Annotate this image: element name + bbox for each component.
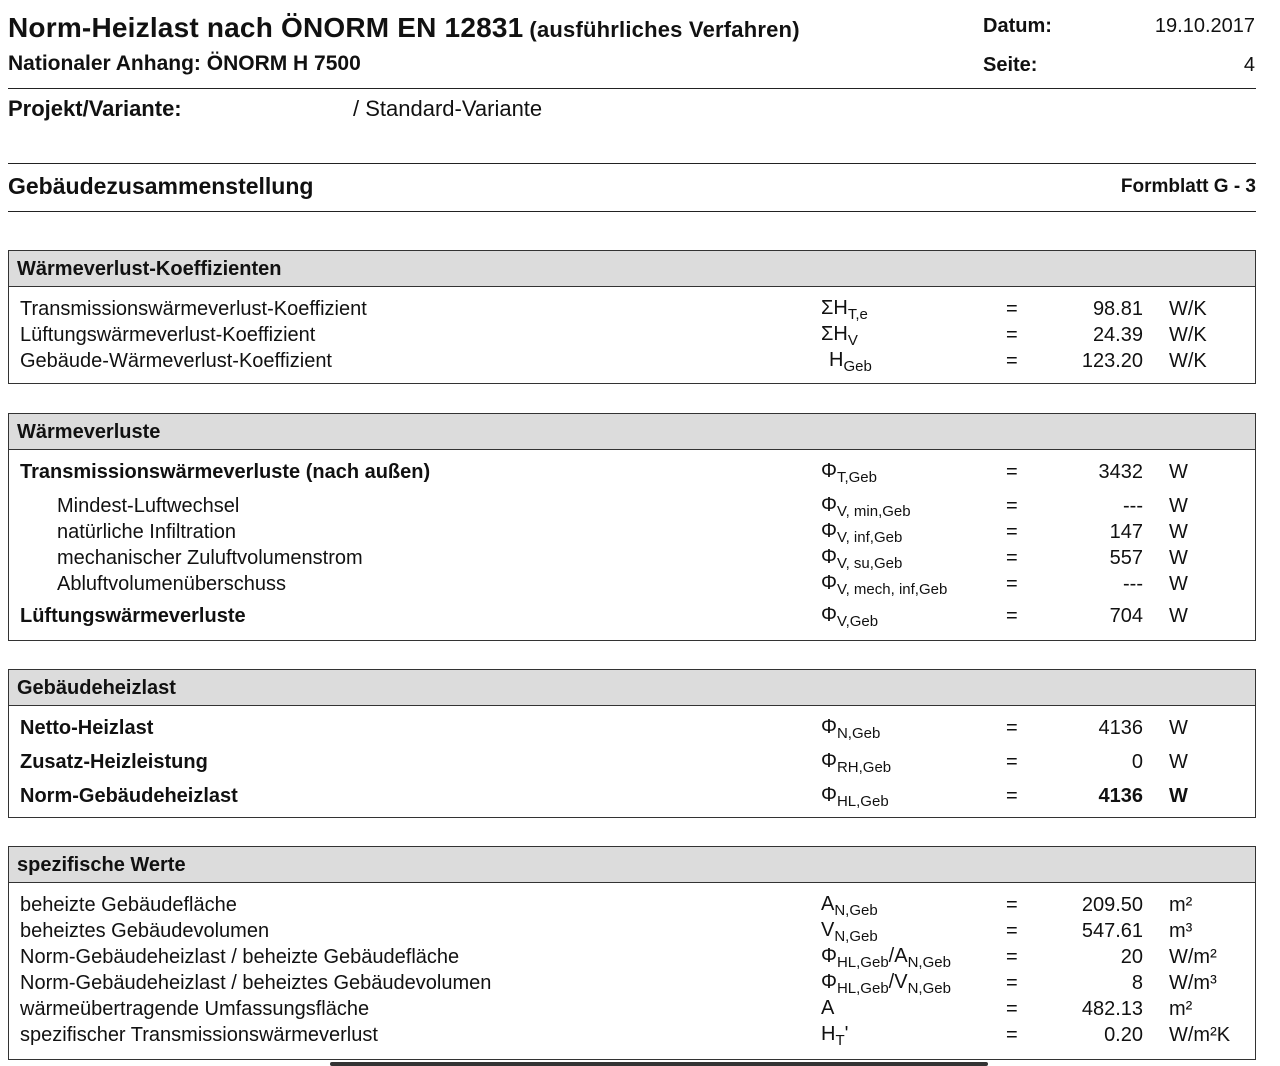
row-description: Transmissionswärmeverluste (nach außen)	[20, 461, 431, 483]
heatload-header: Gebäudeheizlast	[9, 670, 1255, 706]
row-value: 209.50	[1081, 894, 1143, 916]
row-unit: W/m²	[1169, 946, 1217, 968]
equals-sign: =	[1006, 785, 1018, 807]
equals-sign: =	[1006, 324, 1018, 346]
equals-sign: =	[1006, 920, 1018, 942]
equals-sign: =	[1006, 461, 1018, 483]
losses-box	[8, 413, 1256, 641]
table-row	[9, 602, 1255, 628]
form-id: Formblatt G - 3	[1120, 176, 1256, 197]
row-value: 3432	[1098, 461, 1143, 483]
row-value: 20	[1120, 946, 1143, 968]
title-suffix: (ausführliches Verfahren)	[529, 17, 800, 42]
row-description: Abluftvolumenüberschuss	[57, 573, 287, 595]
header-divider	[8, 88, 1256, 89]
row-value: 0.20	[1104, 1024, 1143, 1046]
table-row	[9, 943, 1255, 969]
equals-sign: =	[1006, 946, 1018, 968]
row-value: 147	[1109, 521, 1143, 543]
row-unit: W	[1169, 521, 1188, 543]
row-symbol: $\Phi_{HL,Geb}/A_{N,Geb}$	[821, 945, 951, 971]
equals-sign: =	[1006, 521, 1018, 543]
row-symbol: $\Phi_{N,Geb}$	[821, 716, 881, 742]
row-symbol: $\Phi_{HL,Geb}$	[821, 784, 889, 810]
equals-sign: =	[1006, 751, 1018, 773]
equals-sign: =	[1006, 717, 1018, 739]
row-symbol: $\Sigma H_V$	[821, 323, 858, 349]
row-symbol: $\Phi_{RH,Geb}$	[821, 750, 892, 776]
row-description: Zusatz-Heizleistung	[20, 751, 208, 773]
row-unit: W	[1169, 461, 1188, 483]
row-symbol: $\Phi_{V, min,Geb}$	[821, 494, 911, 520]
row-unit: W	[1169, 717, 1188, 739]
row-description: spezifischer Transmissionswärmeverlust	[20, 1024, 378, 1046]
row-description: Gebäude-Wärmeverlust-Koeffizient	[20, 350, 332, 372]
table-row	[9, 321, 1255, 347]
coefficients-box	[8, 250, 1256, 384]
row-unit: W/K	[1169, 350, 1207, 372]
row-description: Norm-Gebäudeheizlast	[20, 785, 238, 807]
row-symbol: $\Sigma H_{T,e}$	[821, 297, 868, 323]
row-unit: W	[1169, 605, 1188, 627]
row-description: wärmeübertragende Umfassungsfläche	[20, 998, 370, 1020]
equals-sign: =	[1006, 998, 1018, 1020]
row-unit: m²	[1169, 894, 1193, 916]
row-symbol: $\Phi_{V, mech, inf,Geb}$	[821, 572, 948, 598]
row-value: 547.61	[1081, 920, 1143, 942]
equals-sign: =	[1006, 894, 1018, 916]
title-text: Norm-Heizlast nach ÖNORM EN 12831	[8, 12, 524, 43]
losses-header: Wärmeverluste	[9, 414, 1255, 450]
row-description: mechanischer Zuluftvolumenstrom	[57, 547, 363, 569]
equals-sign: =	[1006, 350, 1018, 372]
row-symbol: A	[821, 997, 835, 1019]
row-description: beheiztes Gebäudevolumen	[20, 920, 270, 942]
row-description: Netto-Heizlast	[20, 717, 154, 739]
specific-values-box	[8, 846, 1256, 1060]
page-value: 4	[1243, 54, 1255, 76]
project-line	[8, 96, 542, 122]
date-label: Datum:	[983, 15, 1052, 37]
table-row	[9, 492, 1255, 518]
specific-values-header: spezifische Werte	[9, 847, 1255, 883]
row-description: Lüftungswärmeverluste	[20, 605, 246, 627]
row-description: Lüftungswärmeverlust-Koeffizient	[20, 324, 316, 346]
row-description: Mindest-Luftwechsel	[57, 495, 240, 517]
section-title: Gebäudezusammenstellung	[8, 173, 314, 199]
row-unit: W	[1169, 547, 1188, 569]
row-value: 4136	[1098, 717, 1143, 739]
row-symbol: $H_T'$	[821, 1023, 849, 1049]
row-symbol: $A_{N,Geb}$	[821, 893, 878, 919]
row-symbol: $\Phi_{V, su,Geb}$	[821, 546, 903, 572]
heatload-box	[8, 669, 1256, 818]
row-value: 24.39	[1092, 324, 1143, 346]
equals-sign: =	[1006, 1024, 1018, 1046]
row-value: 123.20	[1081, 350, 1143, 372]
project-label: Projekt/Variante:	[8, 96, 182, 121]
equals-sign: =	[1006, 495, 1018, 517]
equals-sign: =	[1006, 298, 1018, 320]
equals-sign: =	[1006, 547, 1018, 569]
table-row	[9, 969, 1255, 995]
table-row	[9, 544, 1255, 570]
row-description: Transmissionswärmeverlust-Koeffizient	[20, 298, 367, 320]
row-symbol: $V_{N,Geb}$	[821, 919, 878, 945]
table-row	[9, 458, 1255, 492]
table-row	[9, 570, 1255, 602]
row-unit: W/K	[1169, 324, 1207, 346]
row-unit: W/m²K	[1169, 1024, 1231, 1046]
row-unit: m²	[1169, 998, 1193, 1020]
row-description: beheizte Gebäudefläche	[20, 894, 237, 916]
row-symbol: $\Phi_{V,Geb}$	[821, 604, 879, 630]
section-divider-top	[8, 163, 1256, 164]
row-description: Norm-Gebäudeheizlast / beheiztes Gebäudevolumen	[20, 972, 492, 994]
table-row	[9, 782, 1255, 808]
row-unit: W	[1169, 785, 1188, 807]
row-unit: W/K	[1169, 298, 1207, 320]
row-symbol: $\Phi_{V, inf,Geb}$	[821, 520, 903, 546]
table-row	[9, 347, 1255, 373]
row-unit: W	[1169, 573, 1188, 595]
equals-sign: =	[1006, 972, 1018, 994]
row-value: 704	[1109, 605, 1143, 627]
row-value: 482.13	[1081, 998, 1143, 1020]
table-row	[9, 995, 1255, 1021]
row-value: ---	[1123, 495, 1143, 517]
row-value: 0	[1131, 751, 1143, 773]
row-symbol: $\Phi_{T,Geb}$	[821, 460, 877, 486]
section-divider-bottom	[8, 211, 1256, 212]
national-annex: Nationaler Anhang: ÖNORM H 7500	[8, 52, 361, 75]
row-symbol: $H_{Geb}$	[829, 349, 872, 375]
table-row	[9, 295, 1255, 321]
row-description: Norm-Gebäudeheizlast / beheizte Gebäudefläche	[20, 946, 460, 968]
row-description: natürliche Infiltration	[57, 521, 236, 543]
project-value: / Standard-Variante	[353, 96, 543, 121]
row-value: 4136	[1098, 785, 1143, 807]
row-value: 98.81	[1092, 298, 1143, 320]
document-title	[8, 12, 800, 44]
row-unit: m³	[1169, 920, 1193, 942]
row-value: ---	[1123, 573, 1143, 595]
row-symbol: $\Phi_{HL,Geb}/V_{N,Geb}$	[821, 971, 951, 997]
table-row	[9, 891, 1255, 917]
coefficients-header: Wärmeverlust-Koeffizienten	[9, 251, 1255, 287]
row-value: 557	[1109, 547, 1143, 569]
row-value: 8	[1131, 972, 1143, 994]
date-value: 19.10.2017	[1154, 15, 1255, 37]
equals-sign: =	[1006, 573, 1018, 595]
table-row	[9, 748, 1255, 782]
table-row	[9, 518, 1255, 544]
table-row	[9, 917, 1255, 943]
equals-sign: =	[1006, 605, 1018, 627]
table-row	[9, 714, 1255, 748]
page-label: Seite:	[983, 54, 1038, 76]
horizontal-scrollbar[interactable]	[330, 1062, 988, 1066]
row-unit: W	[1169, 751, 1188, 773]
row-unit: W	[1169, 495, 1188, 517]
table-row	[9, 1021, 1255, 1047]
row-unit: W/m³	[1169, 972, 1217, 994]
